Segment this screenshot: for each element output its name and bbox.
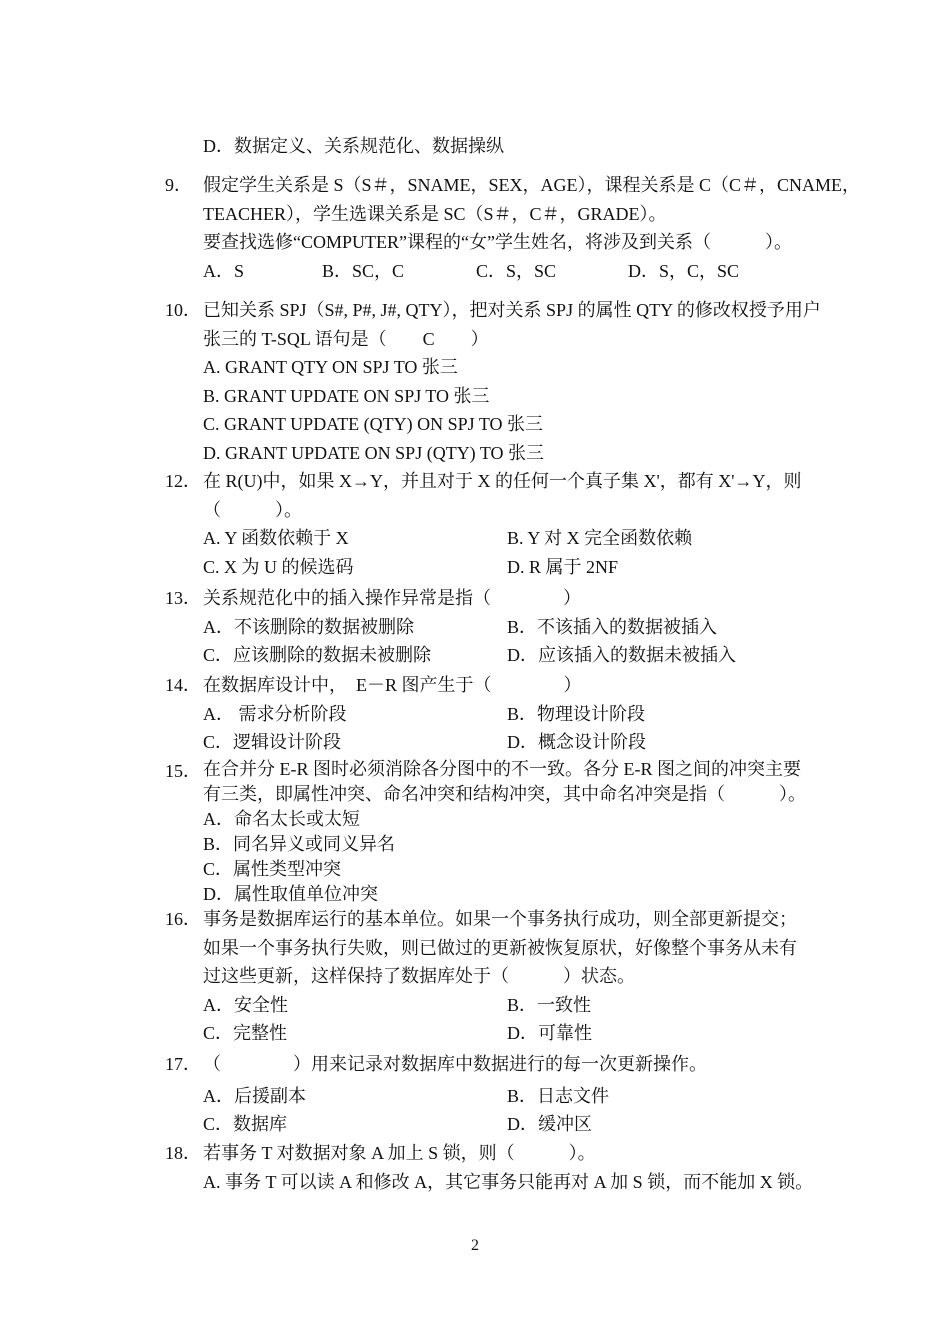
question-text-line: （ ）。 [203,499,302,520]
question-text-line: 关系规范化中的插入操作异常是指（ ） [203,588,581,608]
option-a: A．S [203,260,245,281]
options-row [203,1110,845,1139]
option-a: A． 需求分析阶段 [203,703,347,724]
option-d: D．应该插入的数据未被插入 [507,645,736,665]
option-c: C. X 为 U 的候选码 [203,556,354,577]
option-b: B．同名异义或同义异名 [203,834,396,854]
question-number: 13． [165,588,201,608]
question-13 [165,584,845,670]
option-c: C．完整性 [203,1023,288,1043]
question-text-line: TEACHER），学生选课关系是 SC（S＃，C＃，GRADE）。 [203,203,667,224]
options-row [203,641,845,670]
question-text-line: 要查找选修“COMPUTER”课程的“女”学生姓名，将涉及到关系（ ）。 [203,232,792,252]
option-b: B．日志文件 [507,1085,610,1106]
option-b: B. GRANT UPDATE ON SPJ TO 张三 [203,385,490,406]
question-text-line: 若事务 T 对数据对象 A 加上 S 锁，则（ ）。 [203,1143,596,1163]
options-row [203,553,845,582]
option-c: C．属性类型冲突 [203,859,342,879]
option-c: C．应该删除的数据未被删除 [203,645,432,665]
options-row [203,524,845,553]
question-15 [165,757,845,907]
question-text-line: 过这些更新，这样保持了数据库处于（ ）状态。 [203,966,635,986]
question-18 [165,1139,845,1196]
options-row [203,613,845,642]
question-number: 17． [165,1054,201,1074]
question-text-line: 如果一个事务执行失败，则已做过的更新被恢复原状，好像整个事务从未有 [203,937,797,958]
option-c: C. GRANT UPDATE (QTY) ON SPJ TO 张三 [203,414,544,434]
question-17 [165,1050,845,1139]
question-8-tail [165,132,845,161]
option-d: D．可靠性 [507,1023,592,1043]
option-a: A. 事务 T 可以读 A 和修改 A，其它事务只能再对 A 加 S 锁，而不能加 X 锁。 [203,1171,814,1192]
options-row [203,1082,845,1111]
option-b: B．物理设计阶段 [507,703,646,724]
option-a: A. Y 函数依赖于 X [203,528,349,548]
question-text-line: （ ）用来记录对数据库中数据进行的每一次更新操作。 [203,1054,707,1074]
question-text-line: 事务是数据库运行的基本单位。如果一个事务执行成功，则全部更新提交； [203,909,797,929]
question-16 [165,905,845,1048]
question-number: 15． [165,761,201,781]
question-text-line: 有三类，即属性冲突、命名冲突和结构冲突，其中命名冲突是指（ ）。 [203,784,806,804]
question-number: 14． [165,675,201,695]
option-a: A．安全性 [203,994,288,1015]
option-b: B. Y 对 X 完全函数依赖 [507,528,693,548]
option-c: C．逻辑设计阶段 [203,732,342,752]
question-14 [165,671,845,757]
option-d: D．概念设计阶段 [507,732,646,752]
page-number: 2 [471,1237,479,1254]
option-a: A．不该删除的数据被删除 [203,616,414,637]
options-row [203,991,845,1020]
question-number: 9． [165,175,192,195]
question-number: 18． [165,1143,201,1163]
option-c: C．数据库 [203,1114,288,1134]
options-row [203,700,845,729]
option-d: D．属性取值单位冲突 [203,884,378,904]
question-number: 10． [165,300,201,320]
option-b: B．SC，C [322,260,405,281]
question-text-line: 在合并分 E-R 图时必须消除各分图中的不一致。各分 E-R 图之间的冲突主要 [203,759,801,779]
options-row [203,1019,845,1048]
option-d: D. R 属于 2NF [507,556,619,577]
option-d: D. GRANT UPDATE ON SPJ (QTY) TO 张三 [203,442,545,463]
option-a: A．后援副本 [203,1085,306,1106]
option-d: D．缓冲区 [507,1114,592,1134]
question-9 [165,171,861,285]
question-text-line: 假定学生关系是 S（S＃，SNAME，SEX，AGE），课程关系是 C（C＃，CNAME， [203,175,861,195]
question-10 [165,296,845,467]
question-text-line: 已知关系 SPJ（S#, P#, J#, QTY），把对关系 SPJ 的属性 QTY 的修改权授予用户 [203,300,821,320]
option-a: A．命名太长或太短 [203,809,360,829]
options-row [203,728,845,757]
option-d: D．数据定义、关系规范化、数据操纵 [203,136,504,156]
question-number: 16． [165,909,201,929]
option-a: A. GRANT QTY ON SPJ TO 张三 [203,357,458,377]
option-b: B．不该插入的数据被插入 [507,616,718,637]
question-text-line: 在 R(U)中，如果 X→Y，并且对于 X 的任何一个真子集 X'，都有 X'→Y，则 [203,471,802,491]
option-b: B．一致性 [507,994,592,1015]
question-text-line: 在数据库设计中， E－R 图产生于（ ） [203,675,582,695]
option-c: C．S，SC [476,260,557,281]
question-number: 12． [165,471,201,491]
option-d: D．S，C，SC [628,260,740,281]
question-text-line: 张三的 T-SQL 语句是（ C ） [203,328,489,349]
question-12 [165,467,845,581]
options-row [203,257,845,286]
